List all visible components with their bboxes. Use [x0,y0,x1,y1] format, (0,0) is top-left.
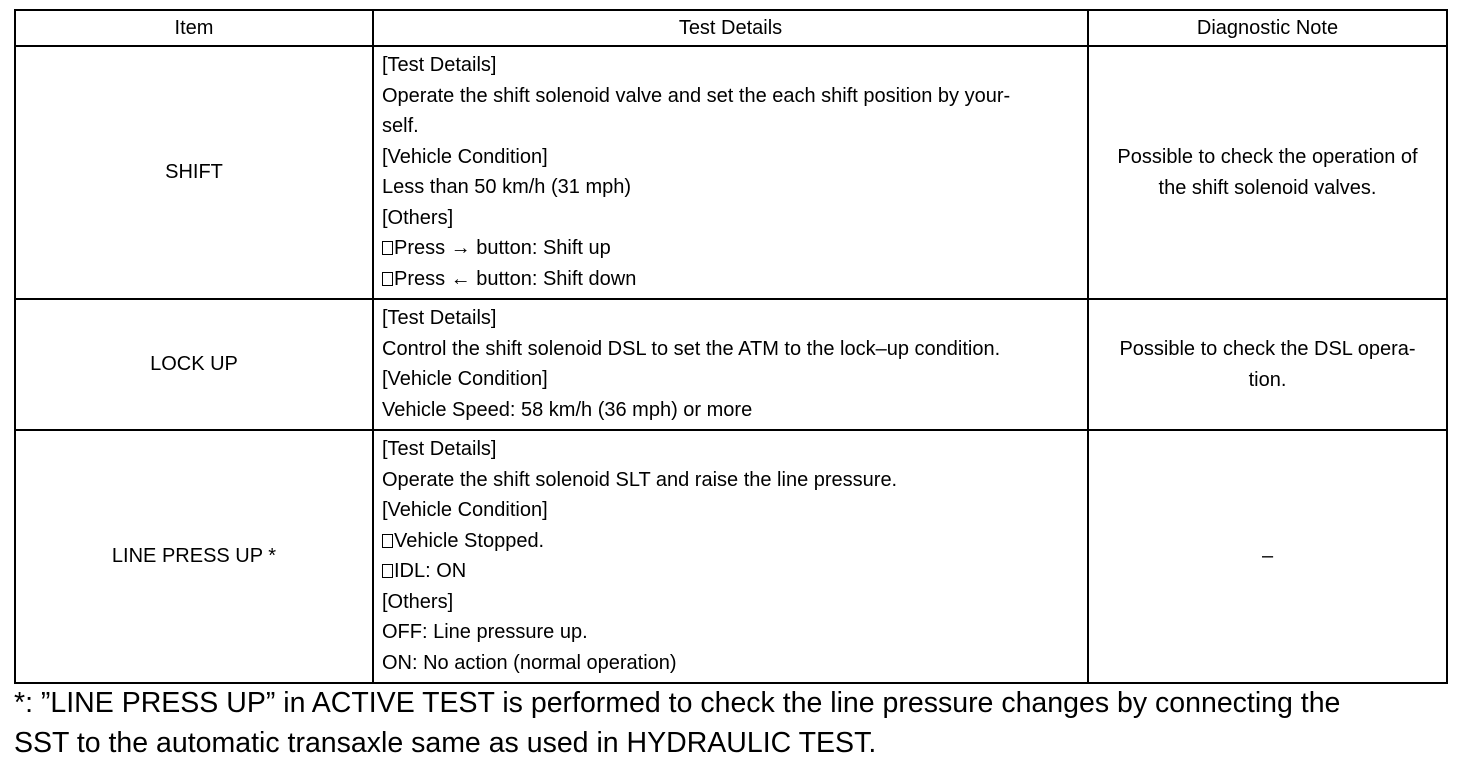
details-line: [Test Details] [382,54,497,76]
header-item: Item [15,10,373,46]
details-line: [Others] [382,590,454,613]
note-line: Possible to check the DSL opera- [1119,338,1416,360]
table-header-row [15,10,1447,46]
details-cell [373,46,1088,299]
active-test-table [14,9,1448,684]
square-bullet-icon [382,241,393,255]
details-line: Less than 50 km/h (31 mph) [382,176,632,198]
details-line-text: IDL: ON [394,560,467,582]
details-line: OFF: Line pressure up. [382,621,588,643]
header-test-details: Test Details [373,10,1088,46]
details-cell [373,430,1088,683]
note-cell [1088,430,1447,683]
note-line: – [1261,545,1274,568]
table-row [15,430,1447,683]
details-bullet-line [382,233,1079,264]
footnote [14,683,1454,763]
note-line: Possible to check the operation of [1117,146,1418,168]
header-diagnostic-note: Diagnostic Note [1088,10,1447,46]
details-line-text: Press → button: Shift up [394,237,611,259]
table-row [15,46,1447,299]
document-page [14,9,1446,684]
details-line: self. [382,115,419,137]
details-line: Operate the shift solenoid SLT and raise the line pressure. [382,468,898,491]
note-line: tion. [1248,368,1287,391]
note-cell [1088,46,1447,299]
details-line: [Vehicle Condition] [382,499,548,521]
details-line-text: Vehicle Stopped. [394,529,545,552]
details-line: [Vehicle Condition] [382,368,548,390]
details-bullet-line [382,264,1079,295]
details-line-text: Press ← button: Shift down [394,267,637,290]
details-line: [Vehicle Condition] [382,145,548,168]
details-cell [373,299,1088,430]
note-line: the shift solenoid valves. [1158,176,1377,199]
square-bullet-icon [382,272,393,286]
details-bullet-line [382,526,1079,557]
details-line: Control the shift solenoid DSL to set the ATM to the lock–up condition. [382,337,1001,360]
details-line: Operate the shift solenoid valve and set the each shift position by your- [382,84,1011,107]
details-bullet-line [382,556,1079,587]
item-cell: SHIFT [15,46,373,299]
details-line: [Others] [382,206,454,229]
details-line: ON: No action (normal operation) [382,651,677,674]
details-line: [Test Details] [382,307,497,329]
details-line: Vehicle Speed: 58 km/h (36 mph) or more [382,398,753,421]
footnote-line: *: ”LINE PRESS UP” in ACTIVE TEST is performed to check the line pressure changes by connecting the [14,687,1341,719]
table-row [15,299,1447,430]
item-cell: LINE PRESS UP * [15,430,373,683]
note-cell [1088,299,1447,430]
item-cell: LOCK UP [15,299,373,430]
square-bullet-icon [382,534,393,548]
details-line: [Test Details] [382,438,497,460]
square-bullet-icon [382,564,393,578]
footnote-line: SST to the automatic transaxle same as used in HYDRAULIC TEST. [14,727,877,759]
